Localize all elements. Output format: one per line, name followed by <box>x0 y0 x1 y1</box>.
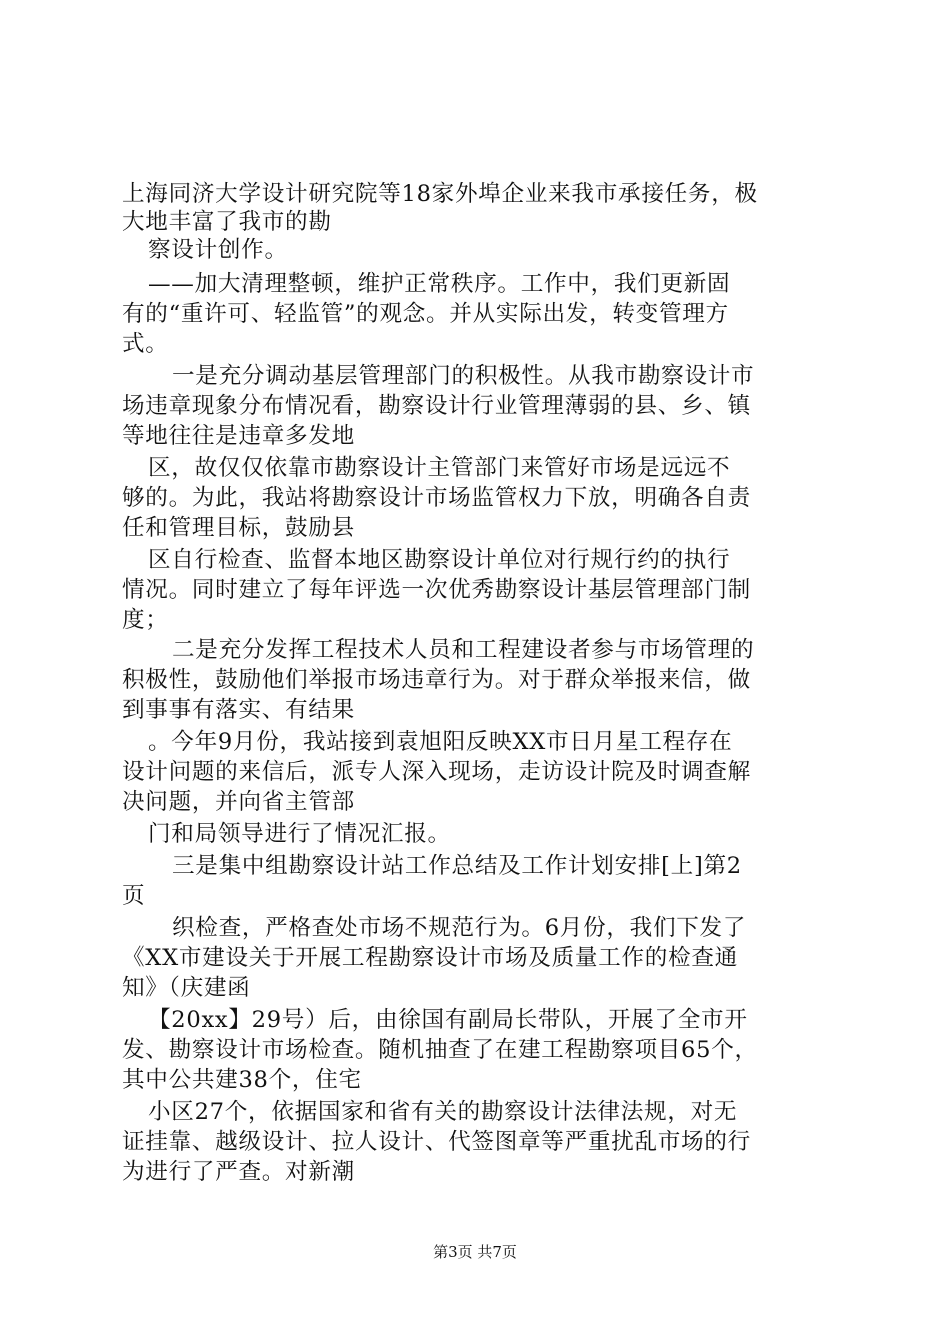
text-line: 设计问题的来信后，派专人深入现场，走访设计院及时调查解 <box>122 759 751 785</box>
text-line: 页 <box>122 883 146 909</box>
text-line: 到事事有落实、有结果 <box>122 697 355 723</box>
text-line: 度； <box>122 607 169 633</box>
text-line: 知》（庆建函 <box>122 975 251 1001</box>
text-line: 等地往往是违章多发地 <box>122 423 355 449</box>
text-line: 任和管理目标，鼓励县 <box>122 515 355 541</box>
text-line: 够的。为此，我站将勘察设计市场监管权力下放，明确各自责 <box>122 485 751 511</box>
text-line: 发、勘察设计市场检查。随机抽查了在建工程勘察项目65个， <box>122 1037 758 1063</box>
text-line: 织检查，严格查处市场不规范行为。6月份，我们下发了 <box>172 915 747 941</box>
text-line: 小区27个，依据国家和省有关的勘察设计法律法规，对无 <box>148 1099 738 1125</box>
text-line: 其中公共建38个，住宅 <box>122 1067 362 1093</box>
text-line: 门和局领导进行了情况汇报。 <box>148 821 451 847</box>
text-line: 式。 <box>122 331 169 357</box>
text-line: 区，故仅仅依靠市勘察设计主管部门来管好市场是远远不 <box>148 455 731 481</box>
text-line: 二是充分发挥工程技术人员和工程建设者参与市场管理的 <box>172 637 755 663</box>
text-line: 积极性，鼓励他们举报市场违章行为。对于群众举报来信，做 <box>122 667 751 693</box>
text-line: 【20xx】29号）后，由徐国有副局长带队，开展了全市开 <box>148 1007 748 1033</box>
text-line: 证挂靠、越级设计、拉人设计、代签图章等严重扰乱市场的行 <box>122 1129 751 1155</box>
text-line: 为进行了严查。对新潮 <box>122 1159 355 1185</box>
text-line: 大地丰富了我市的勘 <box>122 209 332 235</box>
text-line: 一是充分调动基层管理部门的积极性。从我市勘察设计市 <box>172 363 755 389</box>
text-line: 情况。同时建立了每年评选一次优秀勘察设计基层管理部门制 <box>122 577 751 603</box>
text-line: 决问题，并向省主管部 <box>122 789 355 815</box>
text-line: 《XX市建设关于开展工程勘察设计市场及质量工作的检查通 <box>122 945 738 971</box>
text-line: 三是集中组勘察设计站工作总结及工作计划安排[上]第2 <box>172 853 742 879</box>
text-line: 区自行检查、监督本地区勘察设计单位对行规行约的执行 <box>148 547 731 573</box>
text-line: 。今年9月份，我站接到袁旭阳反映XX市日月星工程存在 <box>148 729 733 755</box>
text-line: 有的“重许可、轻监管”的观念。并从实际出发，转变管理方 <box>122 301 729 327</box>
text-line: 上海同济大学设计研究院等18家外埠企业来我市承接任务，极 <box>122 181 758 207</box>
text-line: ——加大清理整顿，维护正常秩序。工作中，我们更新固 <box>148 271 731 297</box>
text-line: 场违章现象分布情况看，勘察设计行业管理薄弱的县、乡、镇 <box>122 393 751 419</box>
text-line: 察设计创作。 <box>148 237 288 263</box>
page-number: 第3页 共7页 <box>433 1243 517 1261</box>
